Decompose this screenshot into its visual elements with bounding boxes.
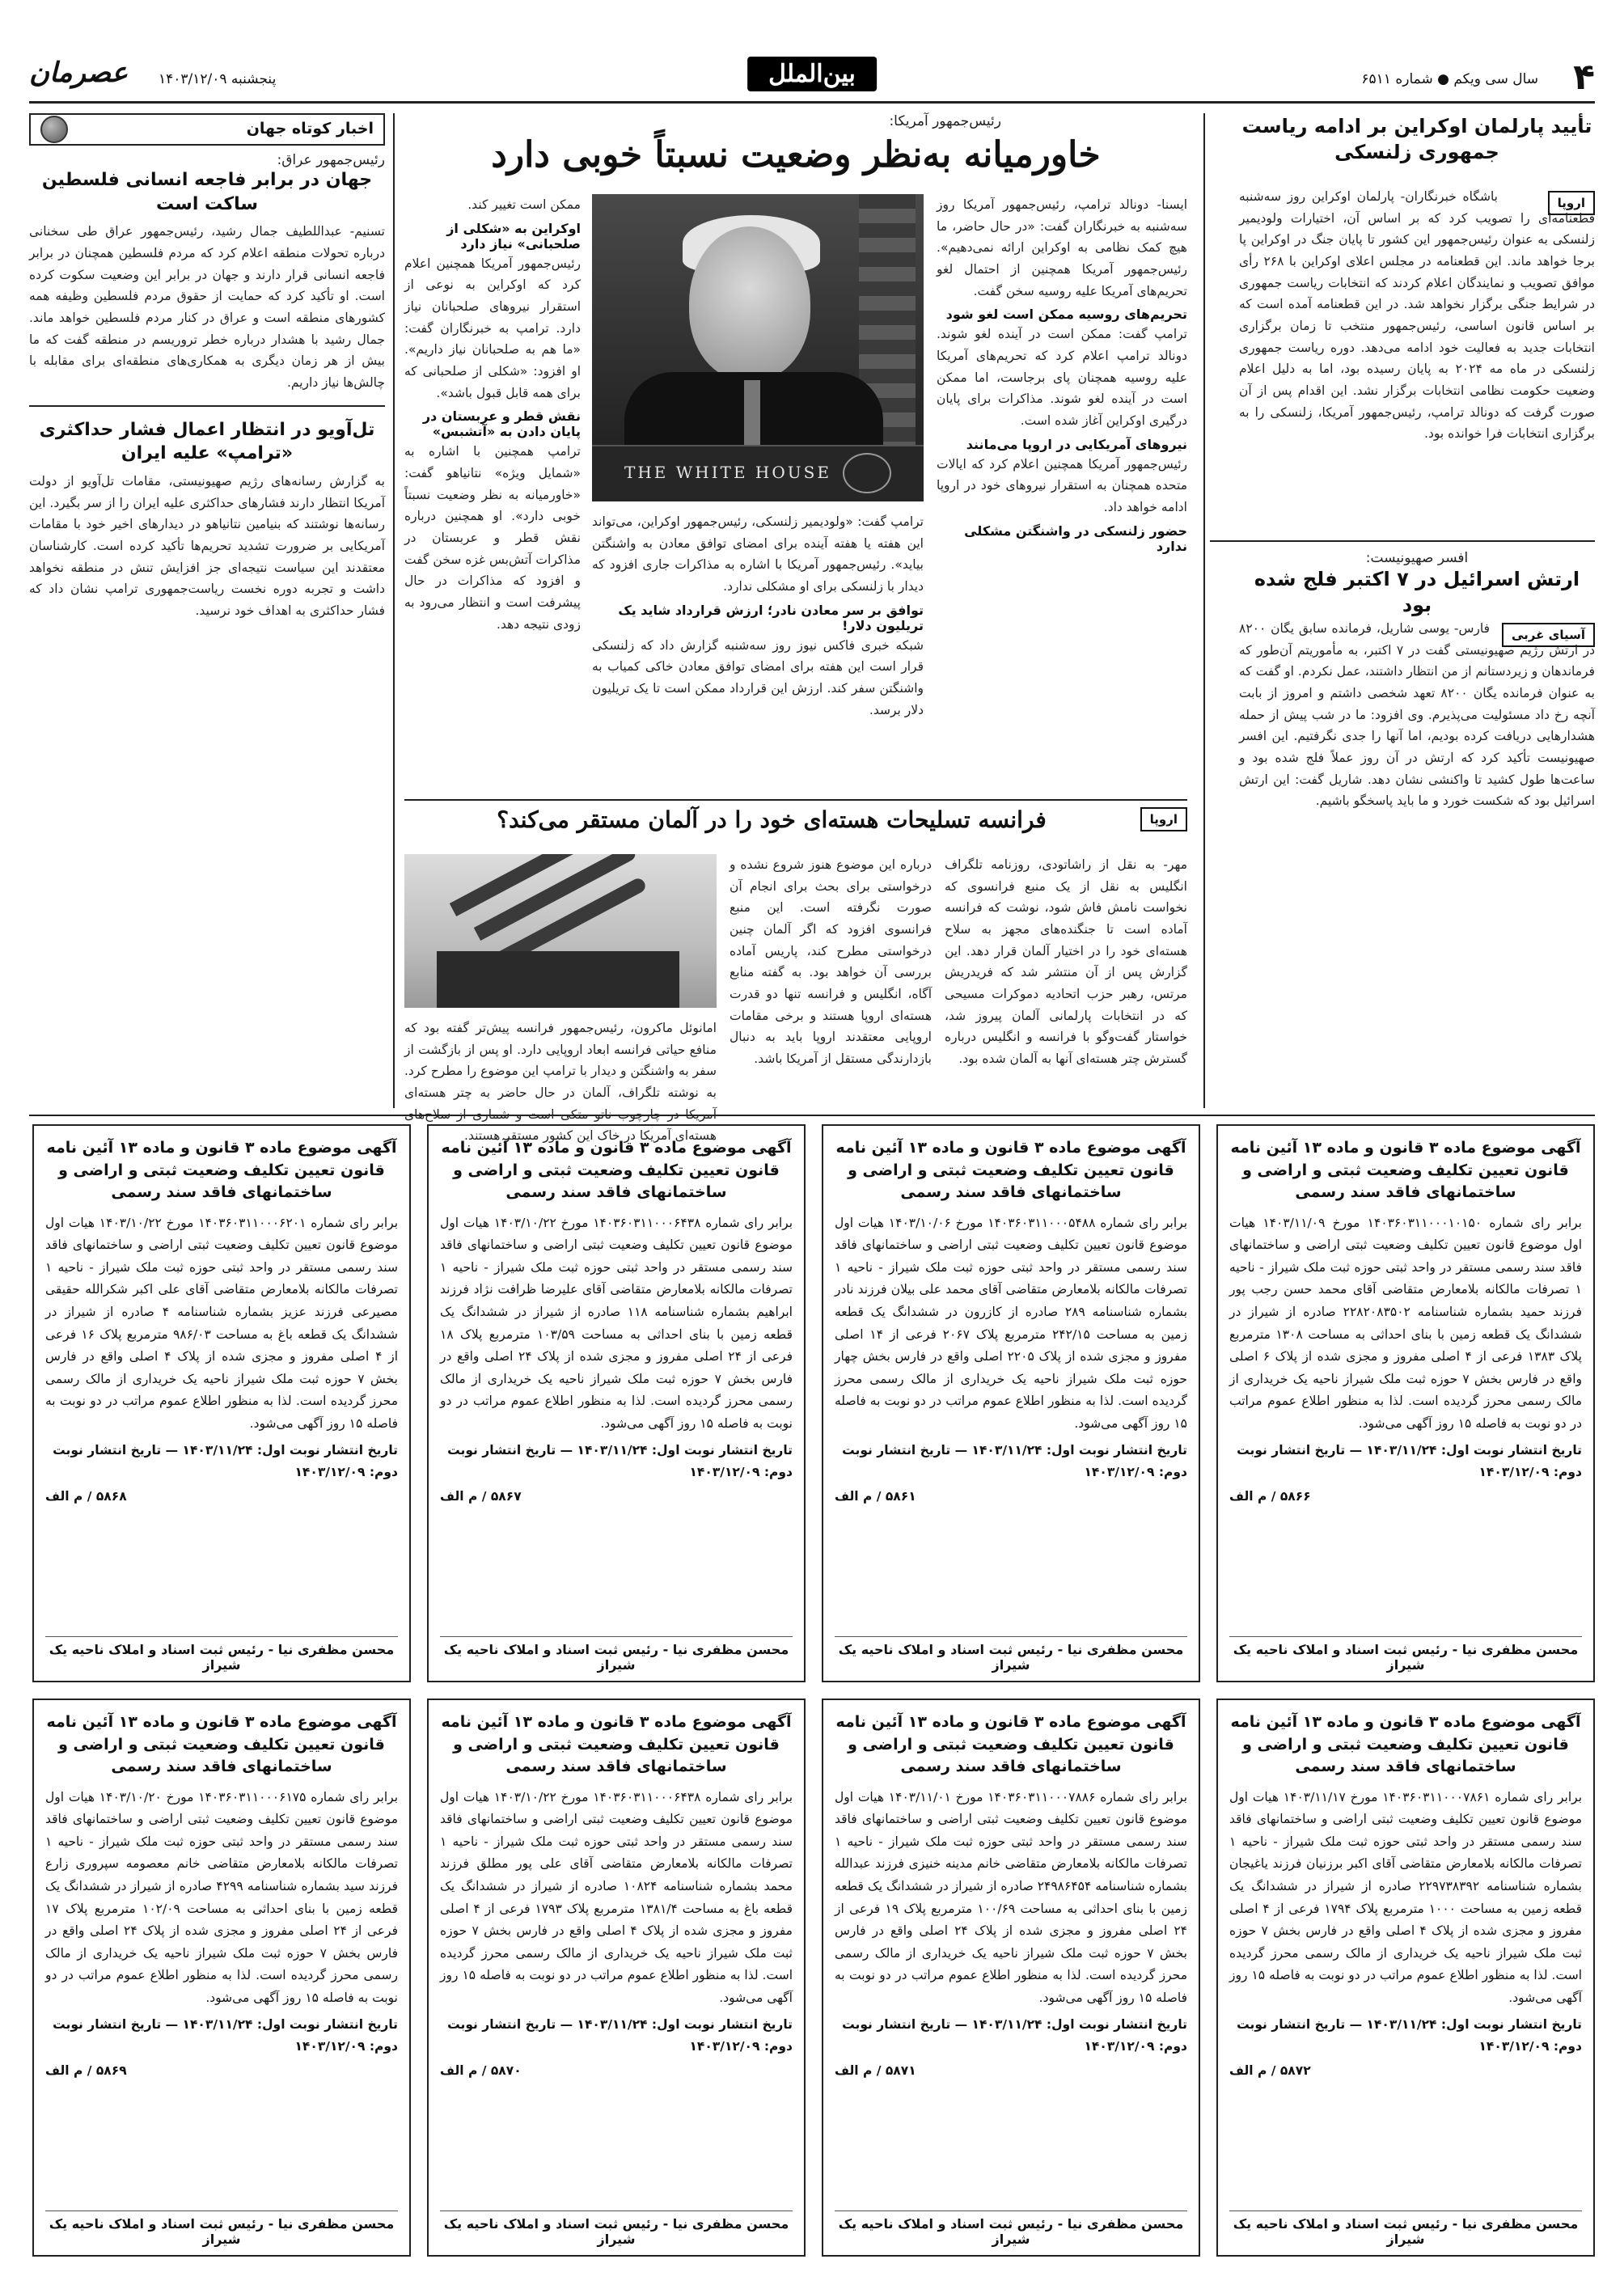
notice-code: ۵۸۷۰ / م الف — [440, 2063, 522, 2079]
france-section-tag[interactable]: اروپا — [1140, 807, 1187, 831]
lead-body-1c: رئیس‌جمهور آمریکا همچنین اعلام کرد که ایالات متحده همچنان به استقرار نیروهای خود در اروپا ادامه خواهد داد. — [937, 456, 1187, 514]
lead-subhead-2: نیروهای آمریکایی در اروپا می‌مانند — [966, 436, 1187, 452]
france-body-3: امانوئل ماکرون، رئیس‌جمهور فرانسه پیش‌تر گفته بود که منافع حیاتی فرانسه ابعاد اروپایی دارد. او پس از بازگشت از سفر به واشنگتن و دیدار با ترامپ این موضوع را مطرح کرد. به نوشته تلگراف، آلمان در حال حاضر به چتر هسته‌ای آمریکا در چارچوب ناتو متکی است و شماری از سلاح‌های هسته‌ای آمریکا در خاک این کشور مستقر هستند. — [404, 1021, 717, 1144]
lead-body-2b: شبکه خبری فاکس نیوز روز سه‌شنبه گزارش داد که زلنسکی قرار است این هفته برای امضای توافق معادن خاکی کمیاب به واشنگتن سفر کند. ارزش این قرارداد ممکن است تا یک تریلیون دلار برسد. — [592, 637, 924, 717]
lead-kicker: رئیس‌جمهور آمریکا: — [889, 113, 1001, 129]
issue-date: پنجشنبه ۱۴۰۳/۱۲/۰۹ — [159, 71, 277, 87]
france-body-1: مهر- به نقل از راشاتودی، روزنامه تلگراف انگلیس به نقل از یک منبع فرانسوی که نخواست نامش فاش شود، نوشت که فرانسه آماده است تا جنگنده‌های مجهز به سلاح هسته‌ای خود را در اختیار آلمان قرار دهد. این گزارش پس از آن منتشر شد که فریدریش مرتس، رهبر حزب اتحادیه دموکرات مسیحی که در انتخابات پارلمانی آلمان پیروز شد، خواستار گفت‌وگو با فرانسه و انگلیس درباره گسترش چتر هسته‌ای آنها به آلمان شده بود. — [945, 857, 1187, 1066]
legal-notice — [427, 1699, 806, 2257]
notice-heading: آگهی موضوع ماده ۳ قانون و ماده ۱۳ آئین نامه قانون تعیین تکلیف وضعیت ثبتی و اراضی و ساختمانهای فاقد سند رسمی — [835, 1139, 1186, 1202]
ukraine-section-tag[interactable]: اروپا — [1548, 191, 1595, 215]
lead-article — [404, 113, 1187, 793]
brief-section-label: اخبار کوتاه جهان — [246, 120, 374, 138]
column-divider — [1203, 113, 1205, 1108]
notice-heading: آگهی موضوع ماده ۳ قانون و ماده ۱۳ آئین نامه قانون تعیین تکلیف وضعیت ثبتی و اراضی و ساختمانهای فاقد سند رسمی — [835, 1713, 1186, 1776]
brief-headline-2: تل‌آویو در انتظار اعمال فشار حداکثری «ترامپ» علیه ایران — [39, 419, 375, 464]
france-body-2: درباره این موضوع هنوز شروع نشده و درخواستی برای بحث برای انجام آن صورت نگرفته است. این منبع فرانسوی افزود که اگر آلمان چنین درخواستی مطرح کند، پاریس آماده بررسی آن خواهد بود. به گفته منابع آگاه، انگلیس و فرانسه تنها دو قدرت هسته‌ای اروپا هستند و برخی مقامات اروپایی معتقدند اروپا باید به دنبال بازدارندگی مستقل از آمریکا باشد. — [730, 857, 932, 1066]
notice-heading: آگهی موضوع ماده ۳ قانون و ماده ۱۳ آئین نامه قانون تعیین تکلیف وضعیت ثبتی و اراضی و ساختمانهای فاقد سند رسمی — [1230, 1713, 1581, 1776]
ukraine-headline: تأیید پارلمان اوکراین بر ادامه ریاست جمهوری زلنسکی — [1241, 115, 1592, 164]
notice-body: برابر رای شماره ۱۴۰۳۶۰۳۱۱۰۰۰۶۲۰۱ مورخ ۱۴۰۳/۱۰/۲۲ هیات اول موضوع قانون تعیین تکلیف وضعیت ثبتی اراضی و ساختمانهای فاقد سند رسمی مستقر در واحد ثبتی حوزه ثبت ملک شیراز - ناحیه ۱ تصرفات مالکانه بلامعارض متقاضی آقای علی اکبر شکرالله حقیقی مصیرعی فرزند عزیز بشماره شناسنامه ۴ صادره از شیراز در ششدانگ یک قطعه باغ به مساحت ۹۸۶/۰۳ مترمربع پلاک ۱۶ فرعی از ۴ اصلی مفروز و مجزی شده از پلاک ۴ اصلی واقع در فارس بخش ۷ حوزه ثبت ملک شیراز ناحیه یک خریداری از مالک رسمی محرز گردیده است. لذا به منظور اطلاع عموم مراتب در دو نوبت به فاصله ۱۵ روز آگهی می‌شود. — [45, 1215, 399, 1431]
lead-body-3b: رئیس‌جمهور آمریکا همچنین اعلام کرد که اوکراین به نوعی از استقرار نیروهای صلحبانان نیاز دارد. ترامپ به خبرنگاران گفت: «ما هم به صلحبانان نیاز داریم». او افزود: «شکلی از صلحبانی که برای همه قابل قبول باشد». — [404, 256, 581, 400]
brief-headline: جهان در برابر فاجعه انسانی فلسطین ساکت است — [41, 170, 373, 214]
brief-body-2: به گزارش رسانه‌های رژیم صهیونیستی، مقامات تل‌آویو از دولت آمریکا انتظار دارند فشارهای حداکثری علیه ایران را از سر بگیرد. این رسانه‌ها نوشتند که بنیامین نتانیاهو در دیدارهای اخیر خود با مقامات آمریکایی بر ضرورت تشدید تحریم‌ها تأکید کرده است. کارشناسان معتقدند این سیاست نتیجه‌ای جز افزایش تنش در منطقه نخواهد داشت و تجربه دوره نخست ریاست‌جمهوری ترامپ نشان داد که فشار حداکثری به اهداف خود نرسید. — [29, 474, 385, 618]
section-title: بین‌الملل — [747, 57, 877, 91]
masthead — [29, 57, 1595, 104]
notice-signature: محسن مظفری نیا - رئیس ثبت اسناد و املاک ناحیه یک شیراز — [835, 2211, 1187, 2247]
notice-body: برابر رای شماره ۱۴۰۳۶۰۳۱۱۰۰۰۶۱۷۵ مورخ ۱۴۰۳/۱۰/۲۰ هیات اول موضوع قانون تعیین تکلیف وضعیت ثبتی اراضی و ساختمانهای فاقد سند رسمی مستقر در واحد ثبتی حوزه ثبت ملک شیراز - ناحیه ۱ تصرفات مالکانه بلامعارض متقاضی خانم معصومه سپروری زارع فرزند سید بشماره شناسنامه ۴۲۹۹ صادره از شیراز در ششدانگ یک قطعه زمین با بنای احداثی به مساحت ۱۰۲/۰۹ مترمربع پلاک ۱۷ فرعی از ۲۴ اصلی مفروز و مجزی شده از پلاک ۲۴ اصلی واقع در فارس بخش ۷ حوزه ثبت ملک شیراز ناحیه یک خریداری از مالک رسمی محرز گردیده است. لذا به منظور اطلاع عموم مراتب در دو نوبت به فاصله ۱۵ روز آگهی می‌شود. — [45, 1789, 399, 2005]
column-divider — [393, 113, 395, 1108]
notices-top-rule — [29, 1115, 1595, 1116]
trump-photo — [592, 194, 924, 501]
notice-body: برابر رای شماره ۱۴۰۳۶۰۳۱۱۰۰۰۶۴۳۸ مورخ ۱۴۰۳/۱۰/۲۲ هیات اول موضوع قانون تعیین تکلیف وضعیت ثبتی اراضی و ساختمانهای فاقد سند رسمی مستقر در واحد ثبتی حوزه ثبت ملک شیراز - ناحیه ۱ تصرفات مالکانه بلامعارض متقاضی آقای علی پور مطلق فرزند محمد بشماره شناسنامه ۱۰۸۲۴ صادره از شیراز در ششدانگ یک قطعه باغ به مساحت ۱۳۸۱/۴ مترمربع پلاک ۱۷۹۳ فرعی از ۴ اصلی مفروز و مجزی شده از پلاک ۴ اصلی واقع در فارس بخش ۷ حوزه ثبت ملک شیراز ناحیه یک خریداری از مالک رسمی محرز گردیده است. لذا به منظور اطلاع عموم مراتب در دو نوبت به فاصله ۱۵ روز آگهی می‌شود. — [440, 1789, 793, 2005]
lead-body-3: ممکن است تغییر کند. — [467, 197, 581, 212]
france-headline: فرانسه تسلیحات هسته‌ای خود را در آلمان مستقر می‌کند؟ — [497, 806, 1047, 833]
notice-signature: محسن مظفری نیا - رئیس ثبت اسناد و املاک ناحیه یک شیراز — [835, 1636, 1187, 1673]
legal-notice — [1216, 1699, 1595, 2257]
notice-code: ۵۸۶۹ / م الف — [45, 2063, 127, 2079]
israel-body: فارس- یوسی شاریل، فرمانده سابق یگان ۸۲۰۰ در ارتش رژیم صهیونیستی گفت در ۷ اکتبر، به مأموریتم آن‌طور که فرماندهان و زیردستانم از من انتظار داشتند، عمل نکردم. او گفت که به عنوان فرمانده یگان ۸۲۰۰ تعهد شخصی داشتم و امروز از بابت آنچه رخ داد مسئولیت می‌پذیرم. وی افزود: ما در شب پیش از حمله هشدارهایی دریافت کرده بودیم، اما آنها را جدی نگرفتیم. این افسر صهیونیست تأکید کرد که ارتش در آن روز عملاً فلج شده بود و ساعت‌ها طول کشید تا واکنشی نشان دهد. شاریل گفت: این ارتش اسرائیل بود که شکست خورد و ما باید پاسخگو باشیم. — [1239, 621, 1595, 809]
newspaper-logo: عصرمان — [29, 57, 129, 89]
notice-heading: آگهی موضوع ماده ۳ قانون و ماده ۱۳ آئین نامه قانون تعیین تکلیف وضعیت ثبتی و اراضی و ساختمانهای فاقد سند رسمی — [441, 1713, 792, 1776]
notice-dates: تاریخ انتشار نوبت اول: ۱۴۰۳/۱۱/۲۴ — تاریخ انتشار نوبت دوم: ۱۴۰۳/۱۲/۰۹ — [842, 1443, 1187, 1479]
notice-signature: محسن مظفری نیا - رئیس ثبت اسناد و املاک ناحیه یک شیراز — [1229, 2211, 1582, 2247]
lead-subhead-6: نقش قطر و عربستان در پایان دادن به «آتشبس» — [422, 408, 581, 440]
brief-body: تسنیم- عبداللطیف جمال رشید، رئیس‌جمهور عراق طی سخنانی درباره تحولات منطقه اعلام کرد که مردم فلسطین همچنان در برابر فاجعه انسانی قرار دارند و جهان در برابر این وضعیت سکوت کرده است. او تأکید کرد که حمایت از حقوق مردم فلسطین وظیفه همه کشورهای منطقه است و عراق در کنار مردم فلسطین خواهد ماند. جمال رشید با هشدار درباره خطر تروریسم در منطقه گفت که ما بیش از هر زمان دیگری به همکاری‌های منطقه‌ای برای مقابله با چالش‌ها نیاز داریم. — [29, 224, 385, 390]
legal-notice — [32, 1124, 411, 1682]
lead-subhead-5: اوکراین به «شکلی از صلحبانی» نیاز دارد — [446, 220, 581, 252]
page-number: ۴ — [1573, 57, 1595, 98]
notice-body: برابر رای شماره ۱۴۰۳۶۰۳۱۱۰۰۰۶۴۳۸ مورخ ۱۴۰۳/۱۰/۲۲ هیات اول موضوع قانون تعیین تکلیف وضعیت ثبتی اراضی و ساختمانهای فاقد سند رسمی مستقر در واحد ثبتی حوزه ثبت ملک شیراز - ناحیه ۱ تصرفات مالکانه بلامعارض متقاضی آقای علیرضا ظرافت نژاد فرزند ابراهیم بشماره شناسنامه ۱۱۸ صادره از شیراز در ششدانگ یک قطعه زمین با بنای احداثی به مساحت ۱۰۳/۵۹ مترمربع پلاک ۱۸ فرعی از ۲۴ اصلی مفروز و مجزی شده از پلاک ۲۴ اصلی واقع در فارس بخش ۷ حوزه ثبت ملک شیراز ناحیه یک خریداری از مالک رسمی محرز گردیده است. لذا به منظور اطلاع عموم مراتب در دو نوبت به فاصله ۱۵ روز آگهی می‌شود. — [440, 1215, 793, 1431]
brief-kicker: رئیس‌جمهور عراق: — [277, 152, 385, 168]
missiles-photo — [404, 854, 717, 1008]
notice-signature: محسن مظفری نیا - رئیس ثبت اسناد و املاک ناحیه یک شیراز — [440, 1636, 793, 1673]
brief-news — [29, 113, 385, 1108]
divider — [1210, 540, 1595, 542]
legal-notice — [822, 1124, 1200, 1682]
notice-dates: تاریخ انتشار نوبت اول: ۱۴۰۳/۱۱/۲۴ — تاریخ انتشار نوبت دوم: ۱۴۰۳/۱۲/۰۹ — [53, 2017, 398, 2054]
legal-notice — [822, 1699, 1200, 2257]
legal-notice — [427, 1124, 806, 1682]
notice-dates: تاریخ انتشار نوبت اول: ۱۴۰۳/۱۱/۲۴ — تاریخ انتشار نوبت دوم: ۱۴۰۳/۱۲/۰۹ — [842, 2017, 1187, 2054]
notice-body: برابر رای شماره ۱۴۰۳۶۰۳۱۱۰۰۰۷۸۶۱ مورخ ۱۴۰۳/۱۱/۱۷ هیات اول موضوع قانون تعیین تکلیف وضعیت ثبتی اراضی و ساختمانهای فاقد سند رسمی مستقر در واحد ثبتی حوزه ثبت ملک شیراز - ناحیه ۱ تصرفات مالکانه بلامعارض متقاضی آقای اکبر برزنیان فرزند یاغیجان بشماره شناسنامه ۲۲۹۷۳۸۳۹۲ صادره از شیراز در ششدانگ یک قطعه زمین به مساحت ۱۰۰۰ مترمربع پلاک ۱۷۹۴ فرعی از ۴ اصلی مفروز و مجزی شده از پلاک ۴ اصلی واقع در فارس بخش ۷ حوزه ثبت ملک شیراز ناحیه یک خریداری از مالک رسمی محرز گردیده است. لذا به منظور اطلاع عموم مراتب در دو نوبت به فاصله ۱۵ روز آگهی می‌شود. — [1229, 1789, 1583, 2005]
notice-code: ۵۸۷۲ / م الف — [1229, 2063, 1311, 2079]
notice-code: ۵۸۶۸ / م الف — [45, 1489, 127, 1504]
issue-info: سال سی ویکم ● شماره ۶۵۱۱ — [1361, 71, 1538, 87]
notice-dates: تاریخ انتشار نوبت اول: ۱۴۰۳/۱۱/۲۴ — تاریخ انتشار نوبت دوم: ۱۴۰۳/۱۲/۰۹ — [1237, 1443, 1582, 1479]
israel-headline: ارتش اسرائیل در ۷ اکتبر فلج شده بود — [1254, 568, 1580, 617]
israel-article — [1239, 550, 1595, 1108]
notice-body: برابر رای شماره ۱۴۰۳۶۰۳۱۱۰۰۰۷۸۸۶ مورخ ۱۴۰۳/۱۱/۰۱ هیات اول موضوع قانون تعیین تکلیف وضعیت ثبتی اراضی و ساختمانهای فاقد سند رسمی مستقر در واحد ثبتی حوزه ثبت ملک شیراز - ناحیه ۱ تصرفات مالکانه بلامعارض متقاضی خانم مدینه خنیزی فرزند عبدالله بشماره شناسنامه ۲۴۹۸۶۴۵۴ صادره از شیراز در ششدانگ یک قطعه زمین با بنای احداثی به مساحت ۱۰۰/۶۹ مترمربع پلاک ۱۹ فرعی از ۲۴ اصلی مفروز و مجزی شده از پلاک ۲۴ اصلی واقع در فارس بخش ۷ حوزه ثبت ملک شیراز ناحیه یک خریداری از مالک رسمی محرز گردیده است. لذا به منظور اطلاع عموم مراتب در دو نوبت به فاصله ۱۵ روز آگهی می‌شود. — [835, 1789, 1188, 2005]
israel-section-tag[interactable]: آسیای غربی — [1502, 623, 1595, 647]
ukraine-body: باشگاه خبرنگاران- پارلمان اوکراین روز سه‌شنبه قطعنامه‌ای را تصویب کرد که بر اساس آن، اختیارات ولودیمیر زلنسکی به عنوان رئیس‌جمهور این کشور تا پایان جنگ در اوکراین پا برجا خواهد ماند. این قطعنامه در مجلس اعلای اوکراین با ۲۶۸ رأی موافق تصویب و نمایندگان اعلام کردند که انتخابات ریاست جمهوری در شرایط جنگی برگزار نخواهد شد. در این قطعنامه آمده است که بر اساس قانون اساسی، رئیس‌جمهور منتخب تا زمان برگزاری انتخابات جدید به فعالیت خود ادامه می‌دهد. دوره ریاست جمهوری زلنسکی در ماه مه ۲۰۲۴ به پایان رسیده بود، اما به دلیل اعلام وضعیت حکومت نظامی انتخابات برگزار نشد. این اقدام پس از آن صورت گرفت که دونالد ترامپ، رئیس‌جمهور آمریکا، زلنسکی را به برگزاری انتخابات فرا خوانده بود. — [1239, 189, 1596, 442]
ukraine-article — [1239, 113, 1595, 534]
notice-signature: محسن مظفری نیا - رئیس ثبت اسناد و املاک ناحیه یک شیراز — [45, 1636, 398, 1673]
brief-header — [29, 113, 385, 146]
photo-caption: THE WHITE HOUSE — [624, 463, 831, 482]
seal-shape — [843, 453, 891, 493]
notice-heading: آگهی موضوع ماده ۳ قانون و ماده ۱۳ آئین نامه قانون تعیین تکلیف وضعیت ثبتی و اراضی و ساختمانهای فاقد سند رسمی — [46, 1139, 397, 1202]
lead-headline: خاورمیانه به‌نظر وضعیت نسبتاً خوبی دارد — [491, 134, 1101, 176]
globe-icon — [40, 116, 68, 143]
lead-subhead-4: توافق بر سر معادن نادر؛ ارزش قرارداد شاید یک تریلیون دلار! — [618, 602, 924, 633]
notice-heading: آگهی موضوع ماده ۳ قانون و ماده ۱۳ آئین نامه قانون تعیین تکلیف وضعیت ثبتی و اراضی و ساختمانهای فاقد سند رسمی — [1230, 1139, 1581, 1202]
notice-signature: محسن مظفری نیا - رئیس ثبت اسناد و املاک ناحیه یک شیراز — [440, 2211, 793, 2247]
lead-body-2: ترامپ گفت: «ولودیمیر زلنسکی، رئیس‌جمهور اوکراین، می‌تواند این هفته یا هفته آینده برای امضای توافق معادن به واشنگتن بیاید». رئیس‌جمهور آمریکا با اشاره به مذاکرات جاری افزود که دیدار با زلنسکی برای او مشکلی ندارد. — [592, 514, 924, 594]
notice-signature: محسن مظفری نیا - رئیس ثبت اسناد و املاک ناحیه یک شیراز — [1229, 1636, 1582, 1673]
lead-body-3c: ترامپ همچنین با اشاره به «شمایل ویژه» نتانیاهو گفت: «خاورمیانه به نظر وضعیت نسبتاً خوبی دارد». او همچنین درباره نقش قطر و عربستان در مذاکرات آتش‌بس غزه سخن گفت و افزود که مذاکرات در حال پیشرفت است و انتظار می‌رود به زودی نتیجه دهد. — [404, 444, 581, 632]
notice-heading: آگهی موضوع ماده ۳ قانون و ماده ۱۳ آئین نامه قانون تعیین تکلیف وضعیت ثبتی و اراضی و ساختمانهای فاقد سند رسمی — [46, 1713, 397, 1776]
france-article — [404, 806, 1187, 1144]
legal-notice — [32, 1699, 411, 2257]
notice-code: ۵۸۷۱ / م الف — [835, 2063, 916, 2079]
notice-dates: تاریخ انتشار نوبت اول: ۱۴۰۳/۱۱/۲۴ — تاریخ انتشار نوبت دوم: ۱۴۰۳/۱۲/۰۹ — [53, 1443, 398, 1479]
notice-body: برابر رای شماره ۱۴۰۳۶۰۳۱۱۰۰۰۱۰۱۵۰ مورخ ۱۴۰۳/۱۱/۰۹ هیات اول موضوع قانون تعیین تکلیف وضعیت ثبتی اراضی و ساختمانهای فاقد سند رسمی مستقر در واحد ثبتی حوزه ثبت ملک شیراز - ناحیه ۱ تصرفات مالکانه بلامعارض متقاضی آقای محمد حسن رجب پور فرزند حمید بشماره شناسنامه ۲۲۸۲۰۸۳۵۰۲ صادره از شیراز در ششدانگ یک قطعه زمین با بنای احداثی به مساحت ۱۳۰۸ مترمربع پلاک ۱۳۸۳ فرعی از ۴ اصلی مفروز و مجزی شده از پلاک ۶ اصلی واقع در فارس بخش ۷ حوزه ثبت ملک شیراز ناحیه یک خریداری از مالک رسمی محرز گردیده است. لذا به منظور اطلاع عموم مراتب در دو نوبت به فاصله ۱۵ روز آگهی می‌شود. — [1229, 1215, 1582, 1431]
notice-signature: محسن مظفری نیا - رئیس ثبت اسناد و املاک ناحیه یک شیراز — [45, 2211, 398, 2247]
israel-kicker: افسر صهیونیست: — [1365, 550, 1469, 566]
notice-code: ۵۸۶۷ / م الف — [440, 1489, 522, 1504]
notice-dates: تاریخ انتشار نوبت اول: ۱۴۰۳/۱۱/۲۴ — تاریخ انتشار نوبت دوم: ۱۴۰۳/۱۲/۰۹ — [1237, 2017, 1582, 2054]
legal-notice — [1216, 1124, 1595, 1682]
lead-subhead-3: حضور زلنسکی در واشنگتن مشکلی ندارد — [964, 522, 1187, 554]
divider — [404, 799, 1187, 801]
notice-heading: آگهی موضوع ماده ۳ قانون و ماده ۱۳ آئین نامه قانون تعیین تکلیف وضعیت ثبتی و اراضی و ساختمانهای فاقد سند رسمی — [441, 1139, 792, 1202]
notice-body: برابر رای شماره ۱۴۰۳۶۰۳۱۱۰۰۰۵۴۸۸ مورخ ۱۴۰۳/۱۰/۰۶ هیات اول موضوع قانون تعیین تکلیف وضعیت ثبتی اراضی و ساختمانهای فاقد سند رسمی مستقر در واحد ثبتی حوزه ثبت ملک شیراز - ناحیه ۱ تصرفات مالکانه بلامعارض متقاضی آقای محمد علی بیلان فرزند نادر بشماره شناسنامه ۲۸۹ صادره از کازرون در ششدانگ یک قطعه زمین به مساحت ۲۴۲/۱۵ مترمربع پلاک ۲۰۶۷ فرعی از ۱۴ اصلی مفروز و مجزی شده از پلاک ۲۲۰۵ اصلی واقع در فارس بخش چهار حوزه ثبت ملک شیراز ناحیه یک خریداری از مالک رسمی محرز گردیده است. لذا به منظور اطلاع عموم مراتب در دو نوبت به فاصله ۱۵ روز آگهی می‌شود. — [835, 1215, 1188, 1431]
lead-body-1: ایسنا- دونالد ترامپ، رئیس‌جمهور آمریکا روز سه‌شنبه به خبرنگاران گفت: «در حال حاضر، ما هیچ کمک نظامی به اوکراین ارائه نمی‌دهیم». رئیس‌جمهور آمریکا همچنین از احتمال لغو تحریم‌های آمریکا علیه روسیه سخن گفت. — [937, 197, 1187, 298]
lead-body-1b: ترامپ گفت: ممکن است در آینده لغو شوند. دونالد ترامپ اعلام کرد که تحریم‌های آمریکا علیه روسیه همچنان پای برجاست، اما ممکن است در آینده لغو شوند. مذاکرات برای پایان درگیری اوکراین آغاز شده است. — [937, 327, 1187, 428]
notice-dates: تاریخ انتشار نوبت اول: ۱۴۰۳/۱۱/۲۴ — تاریخ انتشار نوبت دوم: ۱۴۰۳/۱۲/۰۹ — [447, 1443, 793, 1479]
notice-dates: تاریخ انتشار نوبت اول: ۱۴۰۳/۱۱/۲۴ — تاریخ انتشار نوبت دوم: ۱۴۰۳/۱۲/۰۹ — [447, 2017, 793, 2054]
lead-subhead-1: تحریم‌های روسیه ممکن است لغو شود — [945, 307, 1187, 323]
notice-code: ۵۸۶۶ / م الف — [1229, 1489, 1311, 1504]
notice-code: ۵۸۶۱ / م الف — [835, 1489, 916, 1504]
